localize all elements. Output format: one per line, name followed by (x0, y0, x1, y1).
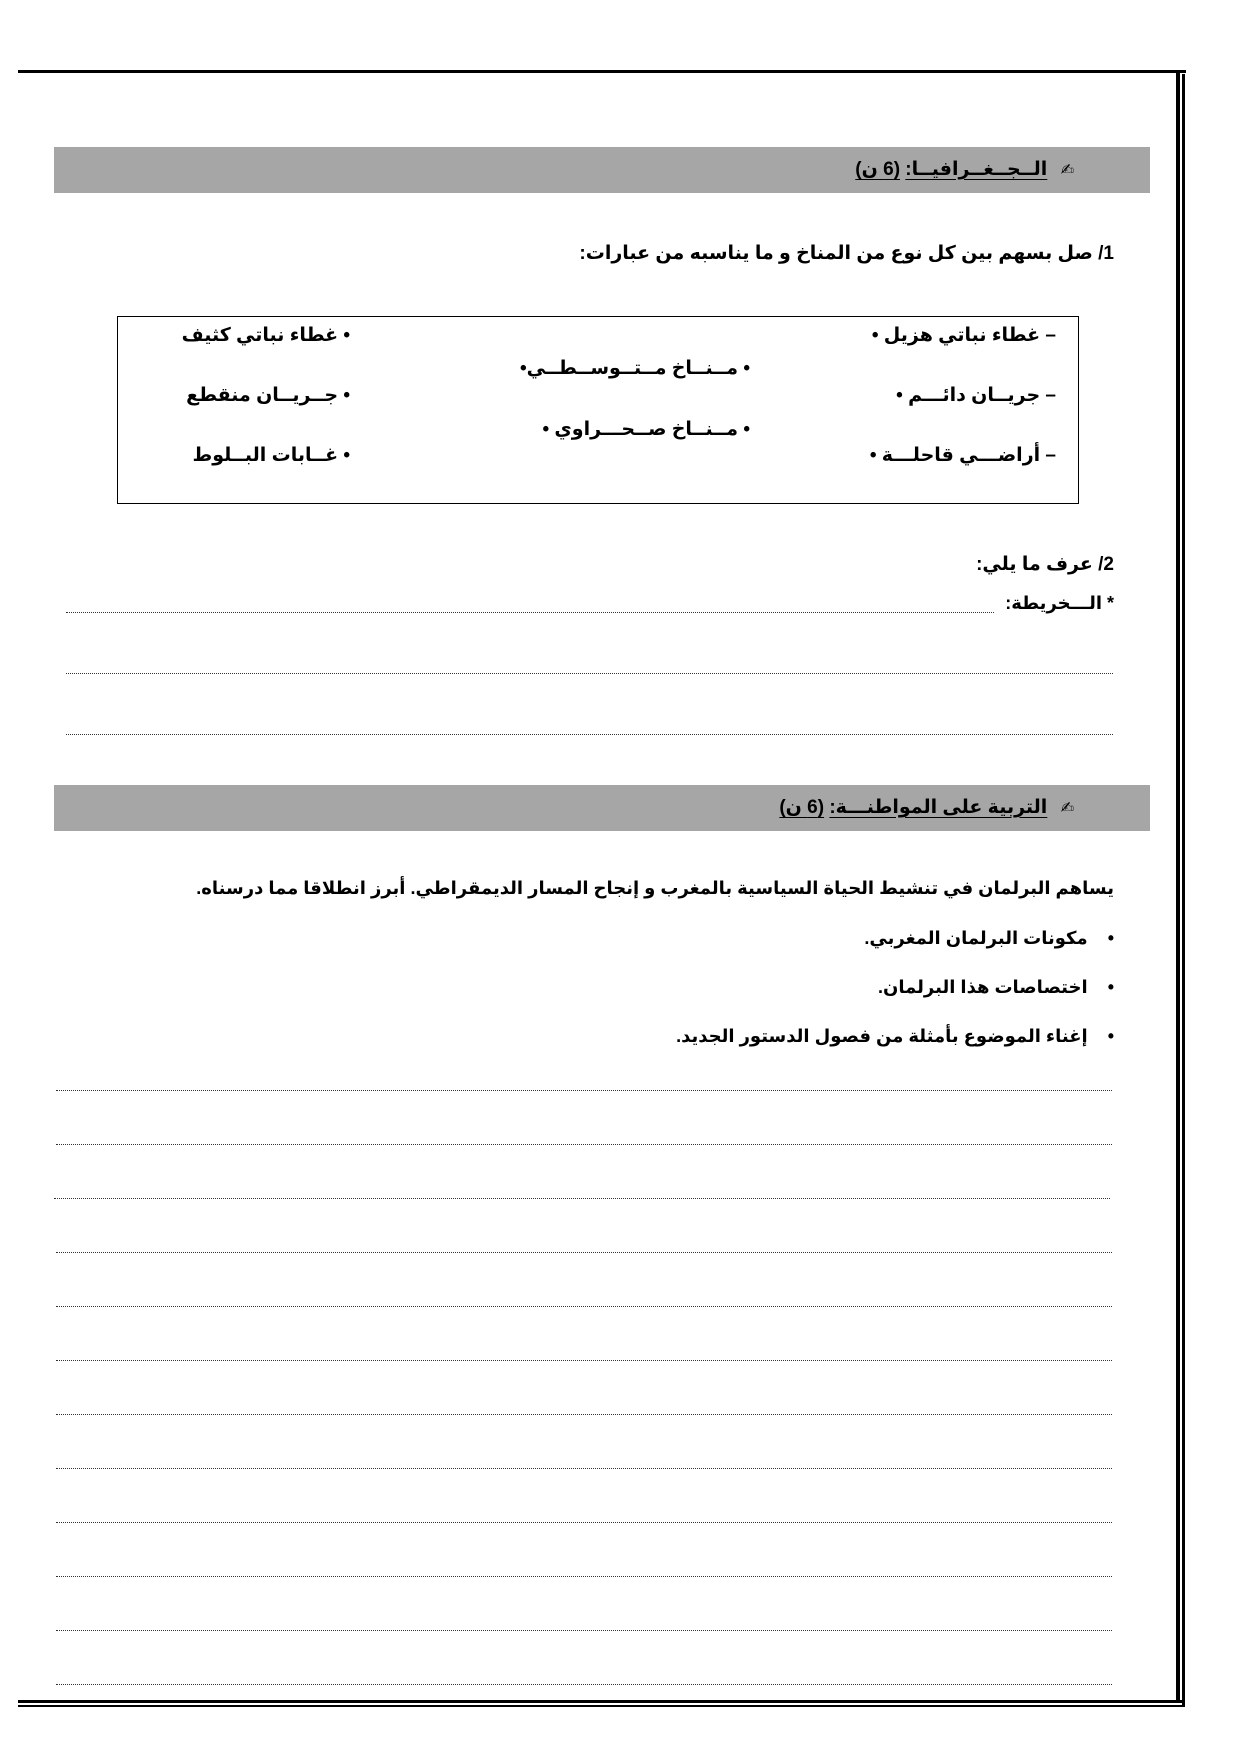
left-item-1: • غطاء نباتي كثيف (181, 325, 350, 346)
citizenship-bullet (878, 977, 1114, 998)
answer-line[interactable] (66, 734, 1113, 735)
answer-line[interactable] (56, 1630, 1112, 1631)
pen-icon: ✍ (1060, 800, 1074, 817)
left-item-3: • غــابات البــلوط (192, 445, 350, 466)
right-item-2: – جريــان دائـــم • (896, 385, 1056, 406)
answer-line[interactable] (56, 1144, 1112, 1145)
bullet-icon: • (1107, 977, 1114, 997)
geography-question-1: 1/ صل بسهم بين كل نوع من المناخ و ما يناسبه من عبارات: (579, 243, 1114, 264)
bullet-text: مكونات البرلمان المغربي. (864, 928, 1088, 948)
answer-line[interactable] (56, 1360, 1112, 1361)
citizenship-prompt: يساهم البرلمان في تنشيط الحياة السياسية بالمغرب و إنجاح المسار الديمقراطي. أبرز انطلاقا مما درسناه. (196, 878, 1114, 898)
define-term-map: * الـــخريطة: (1005, 593, 1114, 613)
frame-top-border (18, 70, 1186, 73)
frame-right-border-shadow (1182, 74, 1185, 1706)
bullet-icon: • (1107, 928, 1114, 948)
answer-line[interactable] (54, 1198, 1110, 1199)
citizenship-section-header (54, 785, 1150, 831)
citizenship-bullet (676, 1026, 1114, 1047)
geography-title-text: الــجــغــرافيــا: (905, 159, 1048, 180)
citizenship-title (779, 785, 1074, 831)
answer-line[interactable] (56, 1684, 1112, 1685)
answer-line[interactable] (66, 612, 994, 613)
left-item-2: • جــريــان منقطع (186, 385, 350, 406)
geography-title (855, 147, 1074, 193)
center-item-2: • مــنــاخ صــحـــراوي • (542, 419, 750, 440)
bullet-text: اختصاصات هذا البرلمان. (877, 977, 1088, 997)
citizenship-title-text: التربية على المواطنـــة: (829, 797, 1048, 818)
frame-bottom-border (18, 1700, 1185, 1703)
right-item-3: – أراضـــي قاحلـــة • (869, 445, 1056, 466)
geography-points: (6 ن) (855, 159, 901, 180)
answer-line[interactable] (56, 1252, 1112, 1253)
frame-right-border (1176, 70, 1180, 1702)
geography-section-header (54, 147, 1150, 193)
answer-line[interactable] (56, 1090, 1112, 1091)
citizenship-points: (6 ن) (779, 797, 825, 818)
citizenship-bullet (864, 928, 1114, 949)
answer-line[interactable] (56, 1414, 1112, 1415)
geography-question-2: 2/ عرف ما يلي: (976, 554, 1114, 575)
pen-icon: ✍ (1060, 162, 1074, 179)
answer-line[interactable] (56, 1306, 1112, 1307)
center-item-1: • مــنــاخ مــتــوســطــي• (520, 358, 750, 379)
answer-line[interactable] (56, 1468, 1112, 1469)
bullet-icon: • (1107, 1026, 1114, 1046)
frame-bottom-border-shadow (18, 1705, 1185, 1707)
answer-line[interactable] (56, 1522, 1112, 1523)
answer-line[interactable] (56, 1576, 1112, 1577)
right-item-1: – غطاء نباتي هزيل • (871, 325, 1056, 346)
bullet-text: إغناء الموضوع بأمثلة من فصول الدستور الجديد. (676, 1026, 1088, 1046)
answer-line[interactable] (66, 673, 1113, 674)
